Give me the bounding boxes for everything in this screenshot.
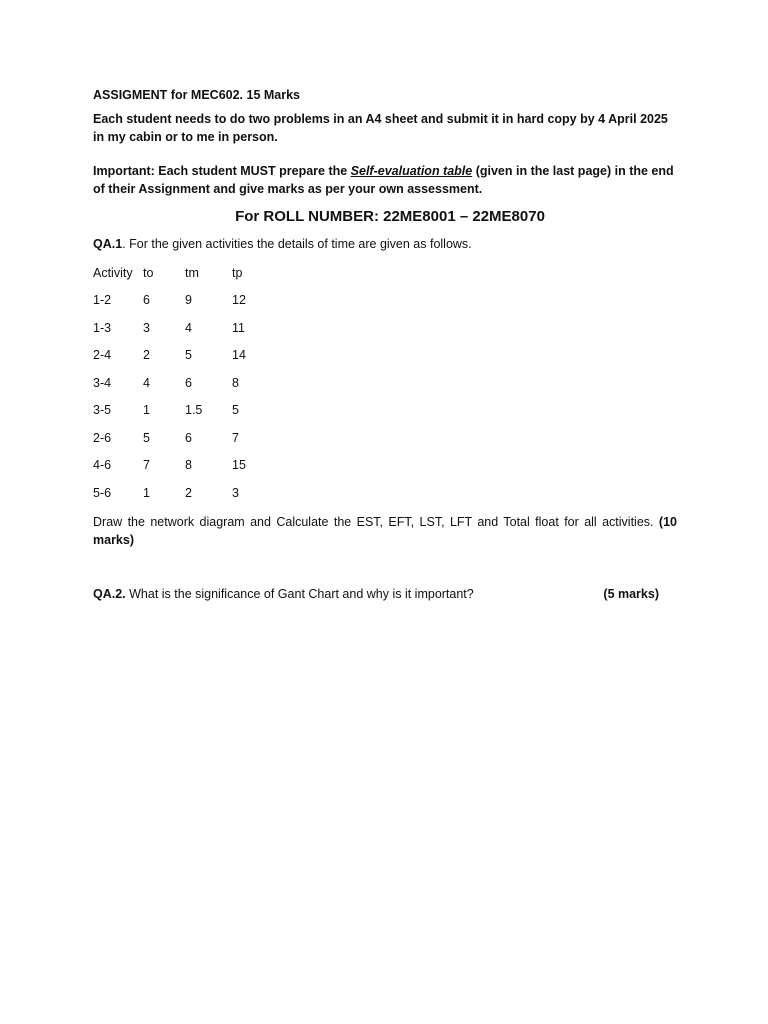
table-cell: 15 [232,458,246,473]
table-cell: 6 [185,430,192,445]
table-cell: 5-6 [93,485,112,500]
table-header-cell: tm [185,265,199,280]
assignment-title: ASSIGMENT for MEC602. 15 Marks [93,88,301,102]
table-cell: 4-6 [93,458,112,473]
table-cell: 4 [185,320,192,335]
qa1-label: QA.1 [93,237,123,251]
table-cell: 5 [232,403,239,418]
table-cell: 7 [232,430,239,445]
table-header-cell: Activity [93,265,133,280]
table-cell: 4 [143,375,150,390]
table-cell: 2-4 [93,348,112,363]
table-cell: 1-2 [93,293,112,308]
table-cell: 3 [143,320,150,335]
table-cell: 11 [232,320,245,335]
table-cell: 8 [185,458,192,473]
table-cell: 8 [232,375,239,390]
qa2-row [93,585,677,603]
assignment-page [93,86,677,603]
table-cell: 2 [185,485,192,500]
important-suffix: (given in the last page) in the end of their Assignment and give marks as per your own assessment. [93,164,674,196]
qa2-question-text: What is the significance of Gant Chart and why is it important? [125,586,474,601]
table-row [93,369,272,397]
table-cell: 5 [185,348,192,363]
table-cell: 14 [232,348,246,363]
qa1-marks: (10 marks) [93,514,677,547]
table-row [93,424,272,452]
table-cell: 6 [143,293,150,308]
table-row [93,287,272,315]
table-cell: 3-4 [93,375,112,390]
table-cell: 6 [185,375,192,390]
table-cell: 1-3 [93,320,112,335]
table-row [93,452,272,480]
important-prefix: Important: Each student MUST prepare the [93,164,351,178]
activity-time-table [93,259,272,507]
table-cell: 1 [143,485,150,500]
table-header-cell: to [143,265,154,280]
table-cell: 9 [185,293,192,308]
submission-instruction: Each student needs to do two problems in an A4 sheet and submit it in hard copy by 4 April 2025 in my cabin or to me in person. [93,112,668,144]
qa1-task [93,513,677,549]
table-header-row [93,259,272,287]
table-cell: 2-6 [93,430,112,445]
table-cell: 7 [143,458,150,473]
table-row [93,397,272,425]
qa2-label: QA.2. [93,586,126,601]
table-row [93,314,272,342]
table-cell: 3-5 [93,403,112,418]
table-cell: 5 [143,430,150,445]
roll-number-heading: For ROLL NUMBER: 22ME8001 – 22ME8070 [235,208,545,225]
qa1-intro-text: . For the given activities the details of time are given as follows. [122,237,472,251]
table-cell: 12 [232,293,246,308]
table-cell: 1.5 [185,403,203,418]
qa2-marks: (5 marks) [603,586,659,601]
qa1-intro [93,235,677,253]
table-cell: 1 [143,403,150,418]
important-note [93,162,677,198]
qa2-question [93,585,474,603]
qa1-task-text: Draw the network diagram and Calculate the EST, EFT, LST, LFT and Total float for all activities. [93,514,659,529]
table-row [93,342,272,370]
self-evaluation-table-emphasis: Self-evaluation table [350,164,473,178]
table-cell: 3 [232,485,239,500]
table-header-cell: tp [232,265,243,280]
table-cell: 2 [143,348,150,363]
table-row [93,479,272,507]
